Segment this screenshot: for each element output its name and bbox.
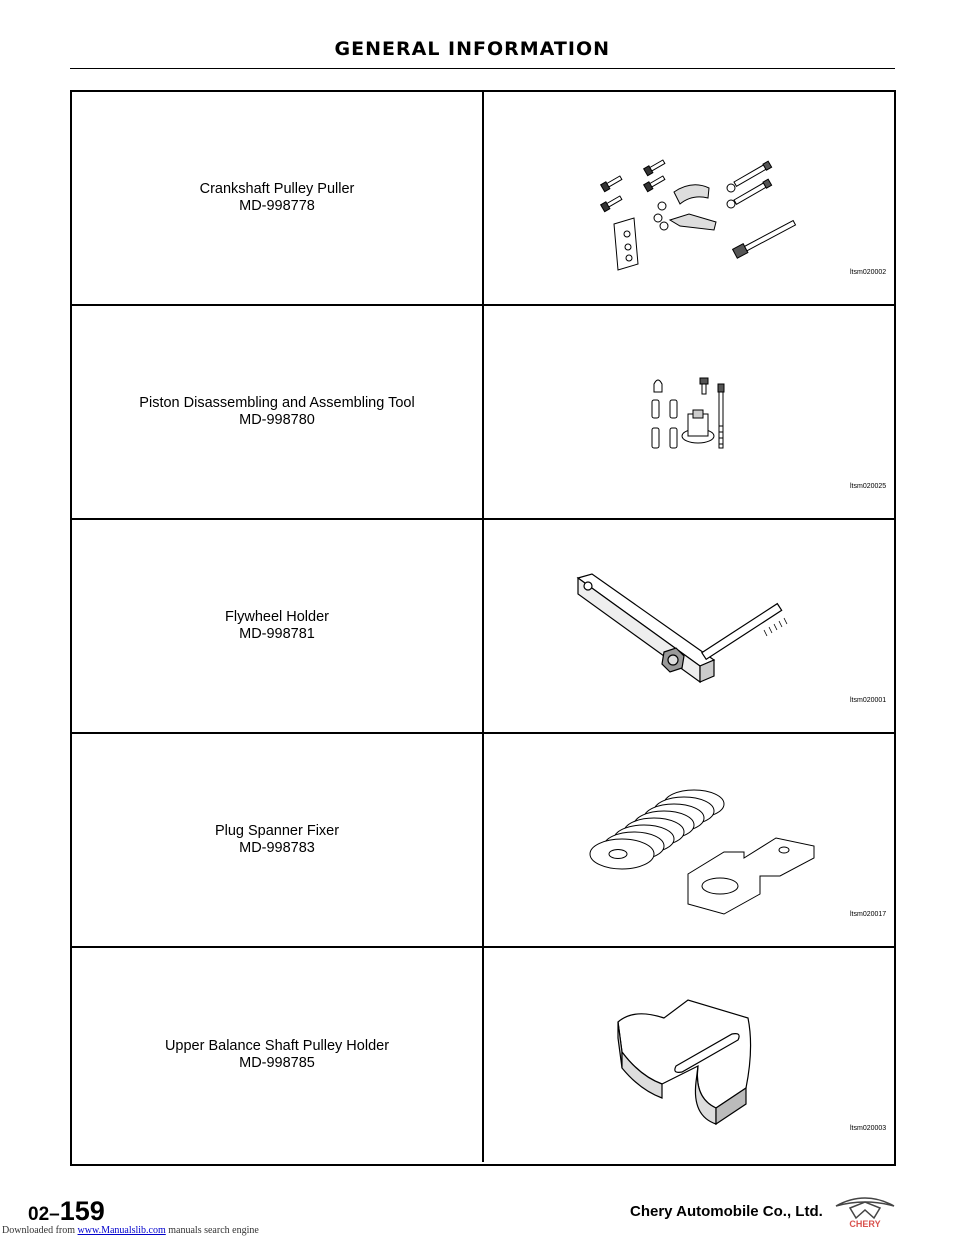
- table-row: [72, 520, 894, 734]
- special-tools-table: [70, 90, 896, 1166]
- tool-description-cell: [72, 520, 484, 732]
- manualslib-link[interactable]: www.Manualslib.com: [77, 1225, 166, 1236]
- tool-illustration-cell: [484, 948, 894, 1162]
- pulley-puller-kit-illustration: [484, 92, 894, 306]
- tool-code: MD-998781: [239, 626, 315, 642]
- page-number-value: 159: [59, 1196, 105, 1226]
- figure-id: ltsm020001: [850, 697, 887, 704]
- tool-code: MD-998778: [239, 198, 315, 214]
- section-title: GENERAL INFORMATION: [334, 38, 610, 60]
- chery-logo: [830, 1196, 900, 1228]
- tool-code: MD-998783: [239, 840, 315, 856]
- tool-illustration-cell: [484, 734, 894, 946]
- table-row: [72, 306, 894, 520]
- page-header: [70, 38, 895, 69]
- tool-description-cell: [72, 948, 484, 1162]
- download-prefix: Downloaded from: [2, 1225, 76, 1236]
- download-suffix: manuals search engine: [168, 1225, 259, 1236]
- table-row: [72, 734, 894, 948]
- figure-id: ltsm020017: [850, 911, 887, 918]
- tool-code: MD-998780: [239, 412, 315, 428]
- figure-id: ltsm020002: [850, 269, 887, 276]
- plug-spanner-fixer-illustration: [484, 734, 894, 948]
- tool-code: MD-998785: [239, 1055, 315, 1071]
- tool-name: Piston Disassembling and Assembling Tool: [139, 395, 415, 411]
- figure-id: ltsm020025: [850, 483, 887, 490]
- tool-name: Crankshaft Pulley Puller: [199, 181, 355, 197]
- flywheel-holder-illustration: [484, 520, 894, 734]
- tool-name: Flywheel Holder: [225, 609, 329, 625]
- tool-illustration-cell: [484, 306, 894, 518]
- company-name: Chery Automobile Co., Ltd.: [630, 1203, 823, 1220]
- tool-illustration-cell: [484, 92, 894, 304]
- balance-shaft-holder-illustration: [484, 948, 894, 1162]
- page-prefix: 02–: [28, 1204, 60, 1225]
- tool-illustration-cell: [484, 520, 894, 732]
- figure-id: ltsm020003: [850, 1125, 887, 1132]
- table-row: [72, 92, 894, 306]
- tool-description-cell: [72, 92, 484, 304]
- piston-tool-kit-illustration: [484, 306, 894, 520]
- tool-description-cell: [72, 734, 484, 946]
- logo-text: CHERY: [849, 1219, 881, 1228]
- table-row: [72, 948, 894, 1162]
- page-number: [28, 1196, 105, 1227]
- download-notice: [2, 1225, 259, 1236]
- tool-description-cell: [72, 306, 484, 518]
- tool-name: Plug Spanner Fixer: [214, 823, 340, 839]
- tool-name: Upper Balance Shaft Pulley Holder: [164, 1038, 390, 1054]
